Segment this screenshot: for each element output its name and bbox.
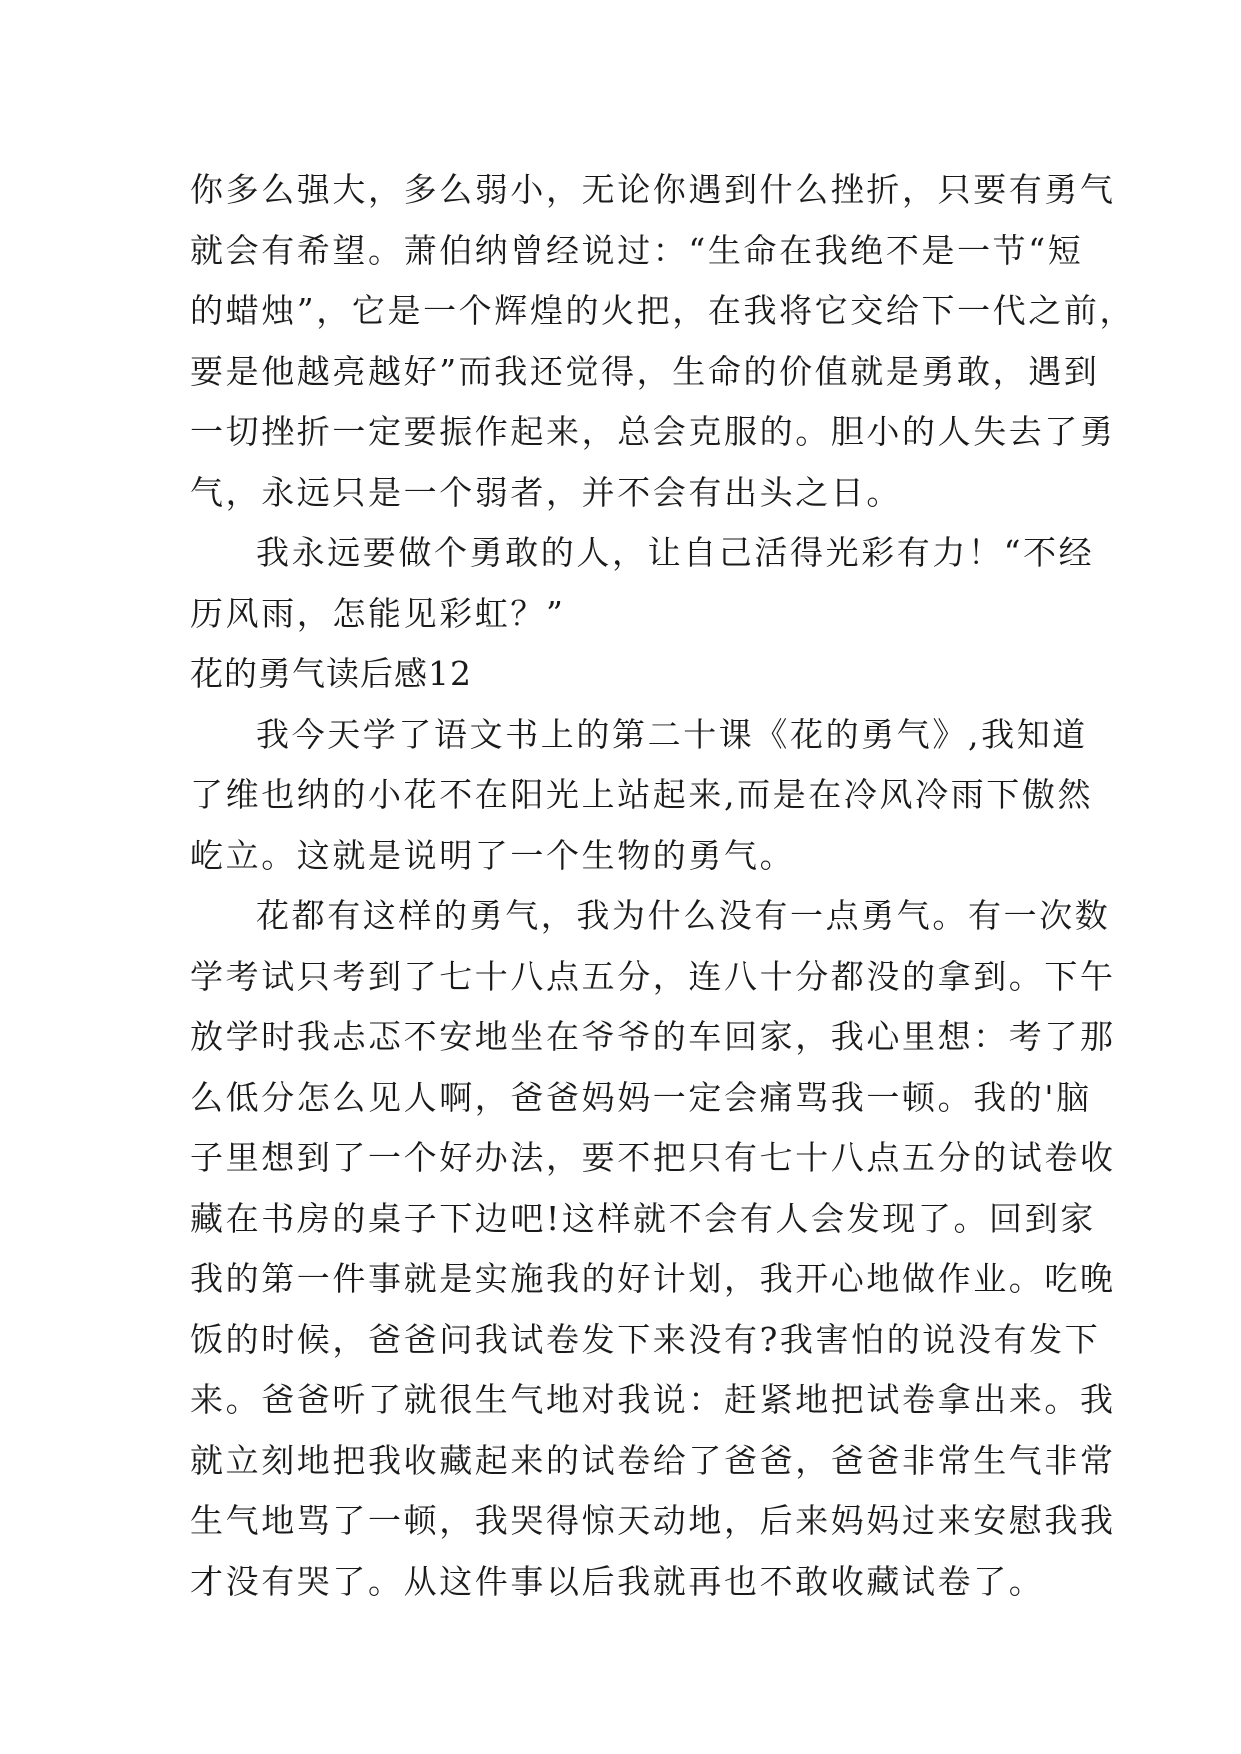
text-line: 才没有哭了。从这件事以后我就再也不敢收藏试卷了。 xyxy=(190,1561,1045,1601)
text-line: 学考试只考到了七十八点五分，连八十分都没的拿到。下午 xyxy=(190,956,1116,996)
text-line: 我永远要做个勇敢的人，让自己活得光彩有力！“不经 xyxy=(256,533,1095,572)
text-line: 就会有希望。萧伯纳曾经说过：“生命在我绝不是一节“短 xyxy=(190,230,1084,270)
text-line: 要是他越亮越好”而我还觉得，生命的价值就是勇敢，遇到 xyxy=(190,351,1100,391)
text-line: 的蜡烛”，它是一个辉煌的火把，在我将它交给下一代之前， xyxy=(190,291,1136,330)
text-line: 藏在书房的桌子下边吧!这样就不会有人会发现了。回到家 xyxy=(190,1198,1096,1238)
text-line: 饭的时候，爸爸问我试卷发下来没有?我害怕的说没有发下 xyxy=(190,1319,1101,1359)
text-line: 气，永远只是一个弱者，并不会有出头之日。 xyxy=(190,472,902,512)
text-line: 屹立。这就是说明了一个生物的勇气。 xyxy=(190,835,796,875)
text-line: 了维也纳的小花不在阳光上站起来,而是在冷风冷雨下傲然 xyxy=(190,775,1094,814)
document-body xyxy=(190,160,1136,1612)
text-line: 子里想到了一个好办法，要不把只有七十八点五分的试卷收 xyxy=(190,1138,1116,1177)
text-line: 你多么强大，多么弱小，无论你遇到什么挫折，只要有勇气 xyxy=(190,170,1116,209)
text-line: 我今天学了语文书上的第二十课《花的勇气》,我知道 xyxy=(256,714,1088,754)
text-line: 历风雨，怎能见彩虹？” xyxy=(190,593,566,633)
text-line: 我的第一件事就是实施我的好计划，我开心地做作业。吃晚 xyxy=(190,1259,1116,1298)
text-line: 么低分怎么见人啊，爸爸妈妈一定会痛骂我一顿。我的'脑 xyxy=(190,1077,1092,1117)
text-line: 放学时我忐忑不安地坐在爷爷的车回家，我心里想：考了那 xyxy=(190,1017,1116,1056)
text-line: 生气地骂了一顿，我哭得惊天动地，后来妈妈过来安慰我我 xyxy=(190,1501,1116,1540)
text-line: 一切挫折一定要振作起来，总会克服的。胆小的人失去了勇 xyxy=(190,412,1116,451)
section-heading: 花的勇气读后感12 xyxy=(190,654,472,693)
text-line: 来。爸爸听了就很生气地对我说：赶紧地把试卷拿出来。我 xyxy=(190,1380,1116,1419)
text-line: 就立刻地把我收藏起来的试卷给了爸爸，爸爸非常生气非常 xyxy=(190,1440,1116,1480)
text-line: 花都有这样的勇气，我为什么没有一点勇气。有一次数 xyxy=(256,896,1111,935)
